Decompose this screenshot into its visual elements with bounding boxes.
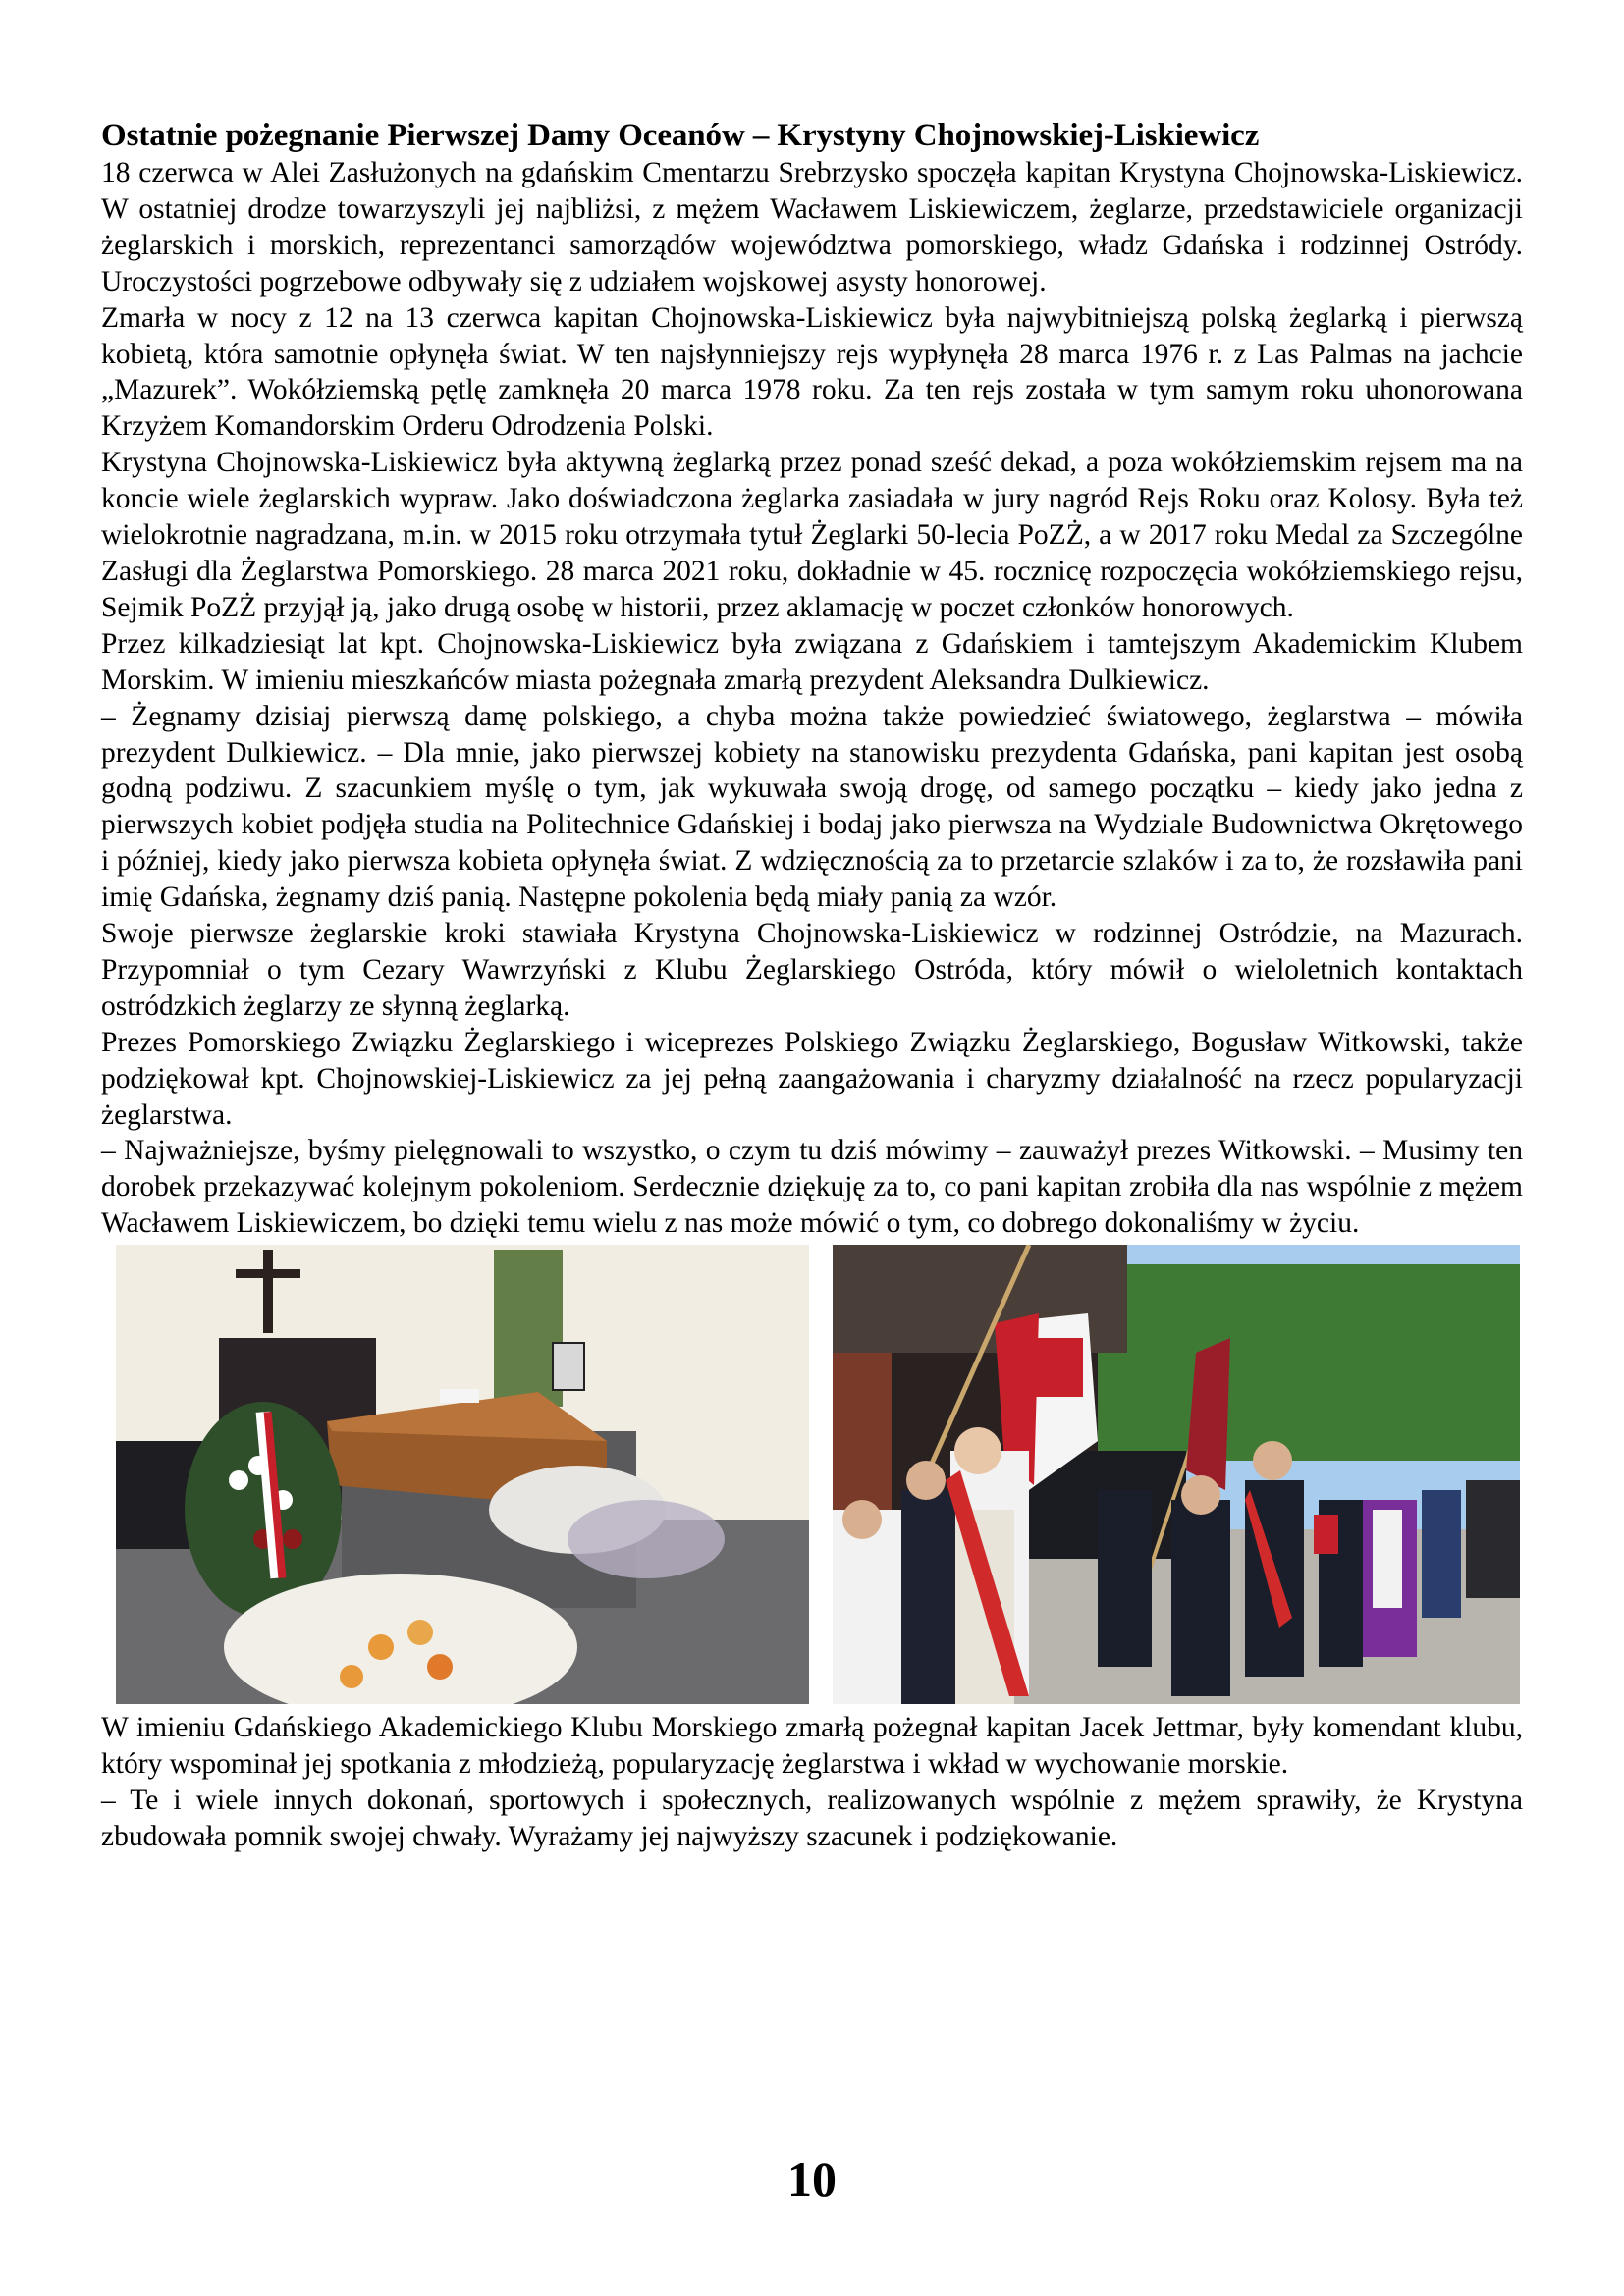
article-paragraph: Swoje pierwsze żeglarskie kroki stawiała Krystyna Chojnowska-Liskiewicz w rodzinnej Ostródzie, na Mazurach. Przypomniał o tym Cezary Wawrzyński z Klubu Żeglarskiego Ostróda, który mówił o wieloletnich kontaktach ostródzkich żeglarzy ze słynną żeglarką. [101, 918, 1523, 1022]
article-paragraph: Przez kilkadziesiąt lat kpt. Chojnowska-Liskiewicz była związana z Gdańskiem i tamtejszym Akademickim Klubem Morskim. W imieniu mieszkańców miasta pożegnała zmarłą prezydent Aleksandra Dulkiewicz. [101, 627, 1523, 696]
coffin-image [116, 1245, 809, 1704]
article-paragraph: Zmarła w nocy z 12 na 13 czerwca kapitan Chojnowska-Liskiewicz była najwybitniejszą polską żeglarką i pierwszą kobietą, która samotnie opłynęła świat. W ten najsłynniejszy rejs wypłynęła 28 marca 1976 r. z Las Palmas na jachcie „Mazurek”. Wokółziemską pętlę zamknęła 20 marca 1978 roku. Za ten rejs została w tym samym roku uhonorowana Krzyżem Komandorskim Orderu Odrodzenia Polski. [101, 301, 1523, 443]
article [101, 116, 1523, 1855]
funeral-procession-photo [833, 1245, 1520, 1704]
article-title: Ostatnie pożegnanie Pierwszej Damy Oceanów – Krystyny Chojnowskiej-Liskiewicz [101, 118, 1260, 153]
page-number: 10 [787, 2152, 837, 2207]
funeral-chapel-photo [116, 1245, 809, 1704]
article-paragraph: Prezes Pomorskiego Związku Żeglarskiego i wiceprezes Polskiego Związku Żeglarskiego, Bogusław Witkowski, także podziękował kpt. Chojnowskiej-Liskiewicz za jej pełną zaangażowania i charyzmy działalność na rzecz popularyzacji żeglarstwa. [101, 1026, 1523, 1131]
article-paragraph: W imieniu Gdańskiego Akademickiego Klubu Morskiego zmarłą pożegnał kapitan Jacek Jettmar, były komendant klubu, który wspominał jej spotkania z młodzieżą, popularyzację żeglarstwa i wkład w wychowanie morskie. [101, 1712, 1523, 1781]
article-paragraph: – Te i wiele innych dokonań, sportowych i społecznych, realizowanych wspólnie z mężem sprawiły, że Krystyna zbudowała pomnik swojej chwały. Wyrażamy jej najwyższy szacunek i podziękowanie. [101, 1785, 1523, 1852]
procession-image [833, 1245, 1520, 1704]
article-paragraph: Krystyna Chojnowska-Liskiewicz była aktywną żeglarką przez ponad sześć dekad, a poza wokółziemskim rejsem ma na koncie wiele żeglarskich wypraw. Jako doświadczona żeglarka zasiadała w jury nagród Rejs Roku oraz Kolosy. Była też wielokrotnie nagradzana, m.in. w 2015 roku otrzymała tytuł Żeglarki 50-lecia PoZŻ, a w 2017 roku Medal za Szczególne Zasługi dla Żeglarstwa Pomorskiego. 28 marca 2021 roku, dokładnie w 45. rocznicę rozpoczęcia wokółziemskiego rejsu, Sejmik PoZŻ przyjął ją, jako drugą osobę w historii, przez aklamację w poczet członków honorowych. [101, 447, 1523, 623]
article-paragraph: – Najważniejsze, byśmy pielęgnowali to wszystko, o czym tu dziś mówimy – zauważył prezes Witkowski. – Musimy ten dorobek przekazywać kolejnym pokoleniom. Serdecznie dziękuję za to, co pani kapitan zrobiła dla nas wspólnie z mężem Wacławem Liskiewiczem, bo dzięki temu wielu z nas może mówić o tym, co dobrego dokonaliśmy w życiu. [101, 1135, 1523, 1240]
article-paragraph: 18 czerwca w Alei Zasłużonych na gdańskim Cmentarzu Srebrzysko spoczęła kapitan Krystyna Chojnowska-Liskiewicz. W ostatniej drodze towarzyszyli jej najbliżsi, z mężem Wacławem Liskiewiczem, żeglarze, przedstawiciele organizacji żeglarskich i morskich, reprezentanci samorządów województwa pomorskiego, władz Gdańska i rodzinnej Ostródy. Uroczystości pogrzebowe odbywały się z udziałem wojskowej asysty honorowej. [101, 157, 1523, 297]
article-paragraph: – Żegnamy dzisiaj pierwszą damę polskiego, a chyba można także powiedzieć światowego, żeglarstwa – mówiła prezydent Dulkiewicz. – Dla mnie, jako pierwszej kobiety na stanowisku prezydenta Gdańska, pani kapitan jest osobą godną podziwu. Z szacunkiem myślę o tym, jak wykuwała swoją drogę, od samego początku – kiedy jako jedna z pierwszych kobiet podjęła studia na Politechnice Gdańskiej i bodaj jako pierwsza na Wydziale Budownictwa Okrętowego i później, kiedy jako pierwsza kobieta opłynęła świat. Z wdzięcznością za to przetarcie szlaków i za to, że rozsławiła pani imię Gdańska, żegnamy dziś panią. Następne pokolenia będą miały panią za wzór. [101, 700, 1523, 914]
photo-row [101, 1245, 1523, 1706]
